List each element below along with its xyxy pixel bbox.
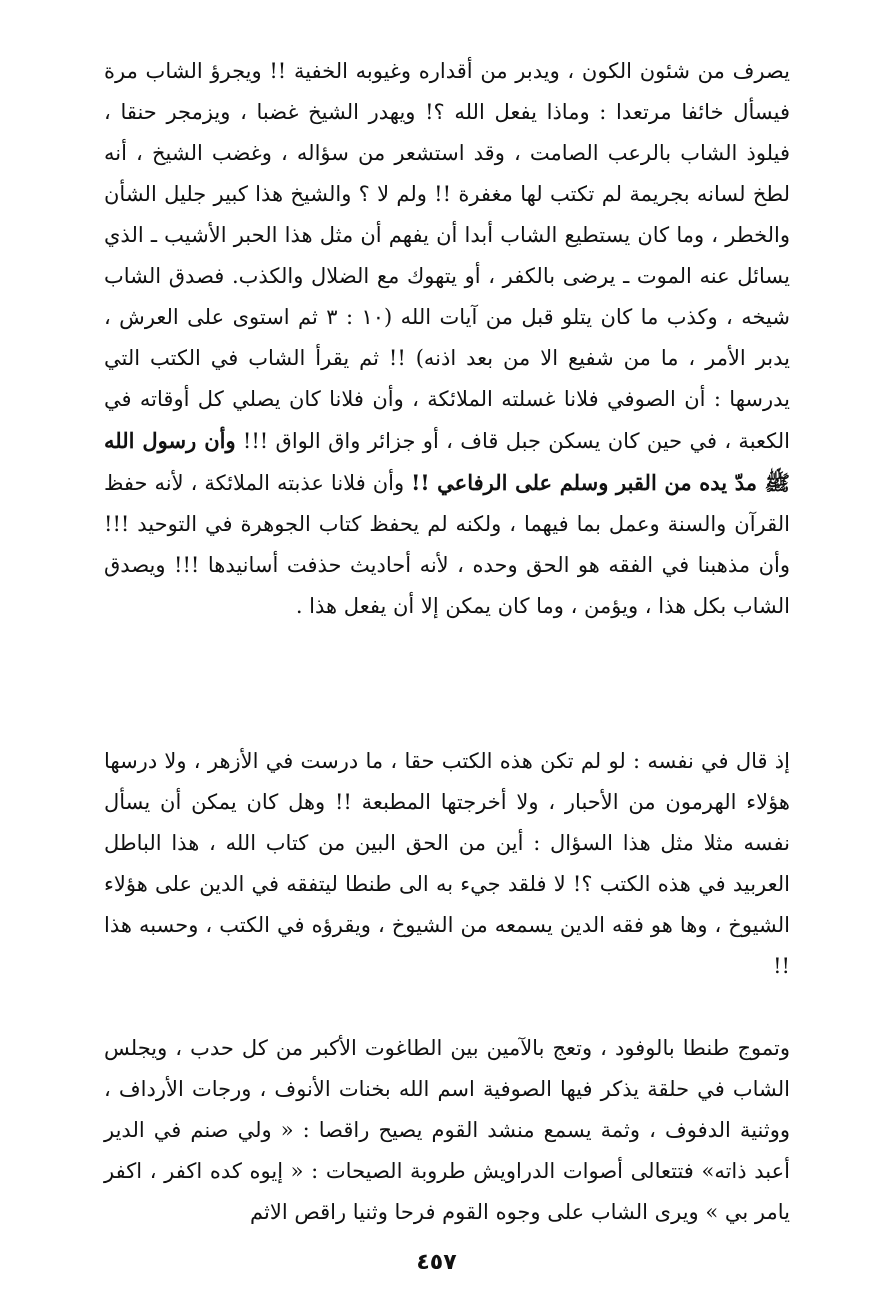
page-number: ٤٥٧ — [416, 1250, 457, 1275]
paragraph-1-text-end: وأن فلانا عذبته الملائكة ، لأنه حفظ القرآن والسنة وعمل بما فيهما ، ولكنه لم يحفظ كتاب الجوهرة في التوحيد !!! وأن مذهبنا في الفقه هو الحق وحده ، لأنه أحاديث حذفت أسانيدها !!! ويصدق الشاب بكل هذا ، ويؤمن ، وما كان يمكن إلا أن يفعل هذا . — [104, 471, 790, 618]
paragraph-1-emphasis: وأن رسول الله ﷺ مدّ يده من القبر وسلم على الرفاعي !! — [104, 428, 791, 495]
paragraph-2: إذ قال في نفسه : لو لم تكن هذه الكتب حقا ، ما درست في الأزهر ، ولا درسها هؤلاء الهرمون من الأحبار ، ولا أخرجتها المطبعة !! وهل كان يمكن أن يسأل نفسه مثلا مثل هذا السؤال : أين من الحق البين من كتاب الله ، هذا الباطل العربيد في هذه الكتب ؟! لا فلقد جيء به الى طنطا ليتفقه في الدين على هؤلاء الشيوخ ، وها هو فقه الدين يسمعه من الشيوخ ، ويقرؤه في الكتب ، وحسبه هذا !! — [104, 749, 790, 978]
paragraph-1 — [104, 51, 790, 627]
paragraph-3: وتموج طنطا بالوفود ، وتعج بالآمين بين الطاغوت الأكبر من كل حدب ، ويجلس الشاب في حلقة يذكر فيها الصوفية اسم الله بخنات الأنوف ، ورجات الأرداف ، ووثنية الدفوف ، وثمة يسمع منشد القوم يصيح راقصا : « ولي صنم في الدير أعبد ذاته» فتتعالى أصوات الدراويش طروبة الصيحات : « إيوه كده اكفر ، اكفر يامر بي » ويرى الشاب على وجوه القوم فرحا وثنيا راقص الاثم — [104, 1036, 790, 1224]
paragraph-1-text-start: يصرف من شئون الكون ، ويدبر من أقداره وغيوبه الخفية !! ويجرؤ الشاب مرة فيسأل خائفا مرتعدا : وماذا يفعل الله ؟! ويهدر الشيخ غضبا ، ويزمجر حنقا ، فيلوذ الشاب بالرعب الصامت ، وقد استشعر من سؤاله ، وغضب الشيخ ، أنه لطخ لسانه بجريمة لم تكتب لها مغفرة !! ولم لا ؟ والشيخ هذا كبير جليل الشأن والخطر ، وما كان يستطيع الشاب أبدا أن يفهم أن مثل هذا الحبر الأشيب ـ الذي يسائل عنه الموت ـ يرضى بالكفر ، أو يتهوك مع الضلال والكذب. فصدق الشاب شيخه ، وكذب ما كان يتلو قبل من آيات الله (١٠ : ٣ ثم استوى على العرش ، يدبر الأمر ، ما من شفيع الا من بعد اذنه) !! ثم يقرأ الشاب في الكتب التي يدرسها : أن الصوفي فلانا غسلته الملائكة ، وأن فلانا كان يصلي كل أوقاته في الكعبة ، في حين كان يسكن جبل قاف ، أو جزائر واق الواق !!! — [104, 59, 791, 453]
